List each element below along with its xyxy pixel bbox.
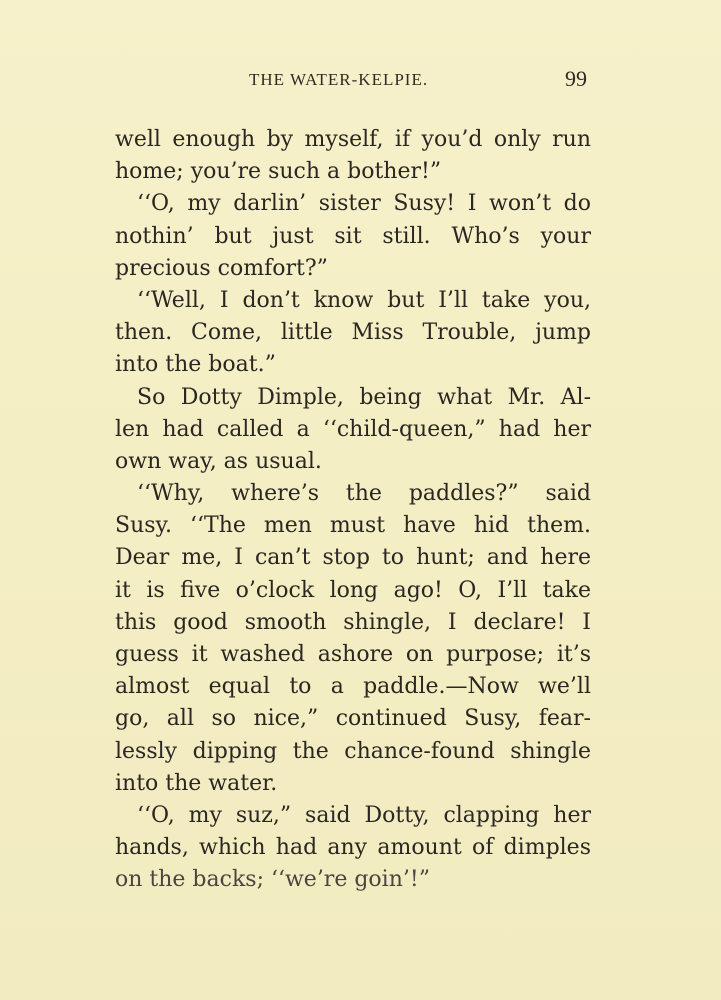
running-title: THE WATER-KELPIE. xyxy=(249,70,429,89)
text-line: guess it washed ashore on purpose; it’s xyxy=(115,642,591,667)
text-line: own way, as usual. xyxy=(115,448,322,474)
text-line: precious comfort?” xyxy=(115,255,328,281)
text-line: go, all so nice,” continued Susy, fear- xyxy=(115,706,591,732)
text-line: hands, which had any amount of dimples xyxy=(115,835,591,861)
text-line: Susy. ‘‘The men must have hid them. xyxy=(115,513,591,539)
text-line: into the water. xyxy=(115,770,278,796)
text-line: on the backs; ‘‘we’re goin’!” xyxy=(115,867,430,893)
text-line: then. Come, little Miss Trouble, jump xyxy=(115,320,591,346)
text-line: it is five o’clock long ago! O, I’ll take xyxy=(115,577,591,603)
page-header xyxy=(0,66,721,96)
text-line: almost equal to a paddle.—Now we’ll xyxy=(115,674,591,700)
text-line: ‘‘O, my suz,” said Dotty, clapping her xyxy=(137,802,591,828)
text-line: this good smooth shingle, I declare! I xyxy=(115,609,591,635)
text-line: ‘‘Well, I don’t know but I’ll take you, xyxy=(137,287,591,313)
text-line: ‘‘O, my darlin’ sister Susy! I won’t do xyxy=(137,191,591,217)
text-line: nothin’ but just sit still. Who’s your xyxy=(115,223,591,249)
text-line: into the boat.” xyxy=(115,352,276,378)
text-line: home; you’re such a bother!” xyxy=(115,159,442,185)
page-number: 99 xyxy=(565,66,587,91)
body-text xyxy=(115,124,591,897)
text-line: So Dotty Dimple, being what Mr. Al- xyxy=(137,384,591,410)
text-line: ‘‘Why, where’s the paddles?” said xyxy=(137,481,591,507)
text-line: well enough by myself, if you’d only run xyxy=(115,127,591,152)
text-line: len had called a ‘‘child-queen,” had her xyxy=(115,416,591,442)
text-line: lessly dipping the chance-found shingle xyxy=(115,738,591,764)
text-line: Dear me, I can’t stop to hunt; and here xyxy=(115,545,591,571)
